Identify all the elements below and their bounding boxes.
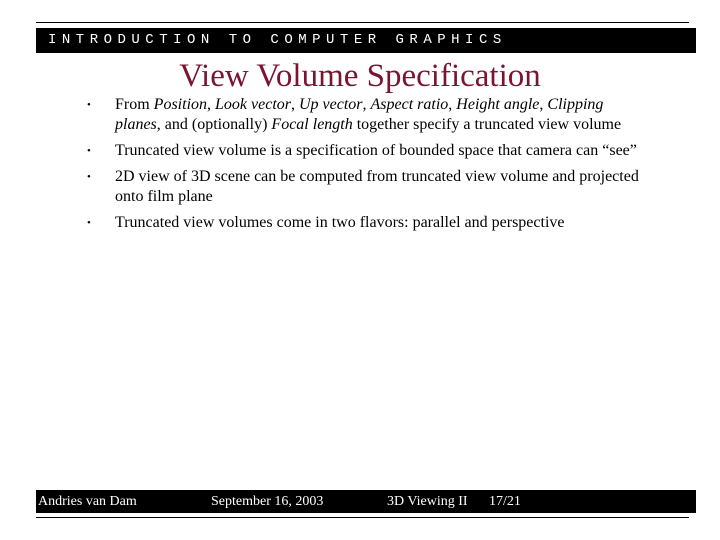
bullet-text — [115, 141, 646, 161]
footer-page-number: 17/21 — [489, 494, 521, 509]
bullet-text — [115, 95, 646, 135]
bullet-term: Look vector — [215, 96, 291, 113]
bullet-segment: , — [448, 96, 457, 113]
bullet-text — [115, 213, 646, 233]
footer-date: September 16, 2003 — [211, 494, 324, 509]
bullet-marker: • — [87, 217, 91, 229]
bullet-segment: , — [539, 96, 548, 113]
footer-author: Andries van Dam — [38, 494, 137, 509]
course-header: INTRODUCTION TO COMPUTER GRAPHICS — [36, 28, 696, 53]
bullet-item — [86, 141, 646, 161]
bottom-rule — [36, 517, 689, 518]
bullet-segment: 2D view of 3D scene can be computed from truncated view volume and projected onto film plane — [115, 168, 639, 205]
bullet-item — [86, 213, 646, 233]
bullet-term: Height angle — [456, 96, 540, 113]
bullet-list — [86, 95, 646, 239]
bullet-marker: • — [87, 99, 91, 111]
top-rule — [36, 22, 689, 23]
bullet-item — [86, 167, 646, 207]
bullet-segment: , — [291, 96, 299, 113]
bullet-term: Position — [153, 96, 208, 113]
bullet-marker: • — [87, 171, 91, 183]
slide-title: View Volume Specification — [179, 58, 541, 94]
bullet-term: Aspect ratio — [370, 96, 449, 113]
bullet-term: Clipping planes — [115, 96, 604, 133]
bullet-segment: , — [362, 96, 371, 113]
footer-lecture: 3D Viewing II — [387, 494, 468, 509]
bullet-segment: Truncated view volumes come in two flavors: parallel and perspective — [115, 214, 565, 231]
bullet-marker: • — [87, 145, 91, 157]
bullet-segment: From — [115, 96, 154, 113]
bullet-segment: , and (optionally) — [156, 116, 272, 133]
bullet-segment: Truncated view volume is a specification of bounded space that camera can “see” — [115, 142, 637, 159]
footer-bar — [36, 490, 696, 513]
bullet-segment: together specify a truncated view volume — [352, 116, 622, 133]
bullet-term: Focal length — [271, 116, 353, 133]
bullet-text — [115, 167, 646, 207]
bullet-term: Up vector — [299, 96, 363, 113]
bullet-segment: , — [207, 96, 216, 113]
bullet-item — [86, 95, 646, 135]
